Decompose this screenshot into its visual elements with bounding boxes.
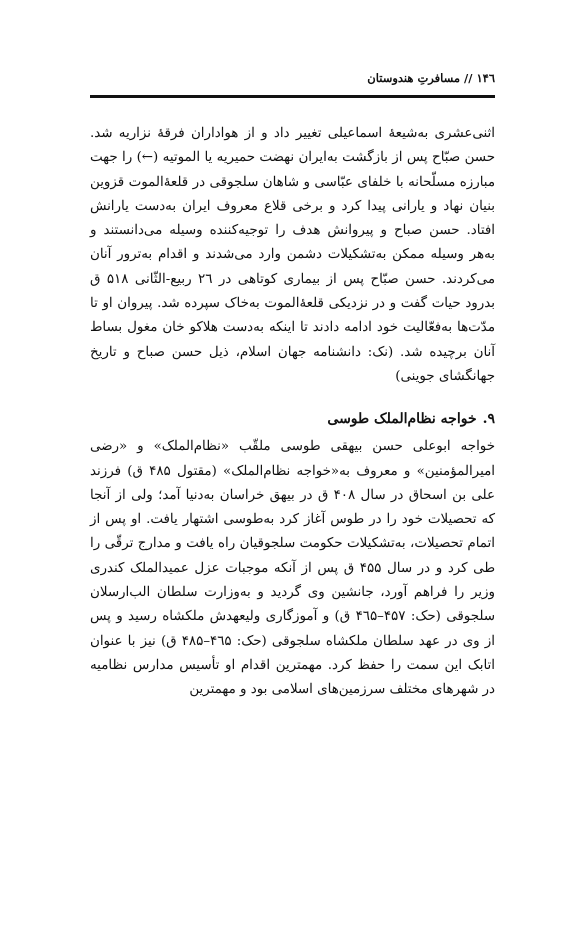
section-title: خواجه نظام‌الملک طوسی [327, 411, 477, 428]
running-head: ۱۴٦ // مسافرتِ هندوستان [367, 71, 495, 85]
paragraph-nizam-al-mulk: خواجه ابوعلی حسن بیهقی طوسی ملقّب «نظام‌الملک» و «رضی امیرالمؤمنین» و معروف به«خواجه نظام‌الملک» (مقتول ۴۸۵ ق) فرزند علی بن اسحاق در سال ۴۰۸ ق در بیهق خراسان به‌دنیا آمد؛ ولی از آنجا که تحصیلات خود را در طوس آغاز کرد به‌طوسی اشتهار یافت. او پس از اتمام تحصیلات، به‌تشکیلات حکومت سلجوقیان راه یافت و مدارج ترقّی را طی کرد و در سال ۴۵۵ ق پس از آنکه موجبات عزل عمیدالملک کندری وزیر را فراهم آورد، جانشین وی گردید و به‌وزارت سلطان الب‌ارسلان سلجوقی (حک: ۴۵۷–۴٦۵ ق) و آموزگاری ولیعهدش ملکشاه رسید و پس از وی در عهد سلطان ملکشاه سلجوقی (حک: ۴٦۵–۴۸۵ ق) نیز با عنوان اتابک این سمت را حفظ کرد. مهمترین اقدام او تأسیس مدارس نظامیه در شهرهای مختلف سرزمین‌های اسلامی بود و مهمترین [90, 439, 496, 698]
page-body [90, 122, 495, 703]
paragraph-hasan-sabbah: اثنی‌عشری به‌شیعهٔ اسماعیلی تغییر داد و از هواداران فرقهٔ نزاریه شد. حسن صبّاح پس از بازگشت به‌ایران نهضت حمیریه یا الموتیه (←) را جهت مبارزه مسلّحانه با خلفای عبّاسی و شاهان سلجوقی در قلعهٔ‌الموت قزوین بنیان نهاد و یارانی پیدا کرد و برخی قلاع معروف ایران به‌دست یارانش افتاد. حسن صباح و پیروانش هدف را توجیه‌کننده وسیله می‌دانستند و به‌هر وسیله ممکن به‌تشکیلات دشمن وارد می‌شدند و اقدام به‌ترور آنان می‌کردند. حسن صبّاح پس از بیماری کوتاهی در ٢٦ ربیع‌-الثّانی ۵۱۸ ق بدرود حیات گفت و در نزدیکی قلعهٔ‌الموت به‌خاک سپرده شد. پیروان او تا مدّت‌ها به‌فعّالیت خود ادامه دادند تا اینکه به‌دست هلاکو خان مغول بساط آنان برچیده شد. (نک: دانشنامه جهان اسلام، ذیل حسن صباح و تاریخ جهانگشای جوینی) [90, 126, 495, 384]
section-number: ۹. [482, 411, 495, 428]
section-heading [90, 407, 495, 431]
header-rule [90, 95, 495, 98]
